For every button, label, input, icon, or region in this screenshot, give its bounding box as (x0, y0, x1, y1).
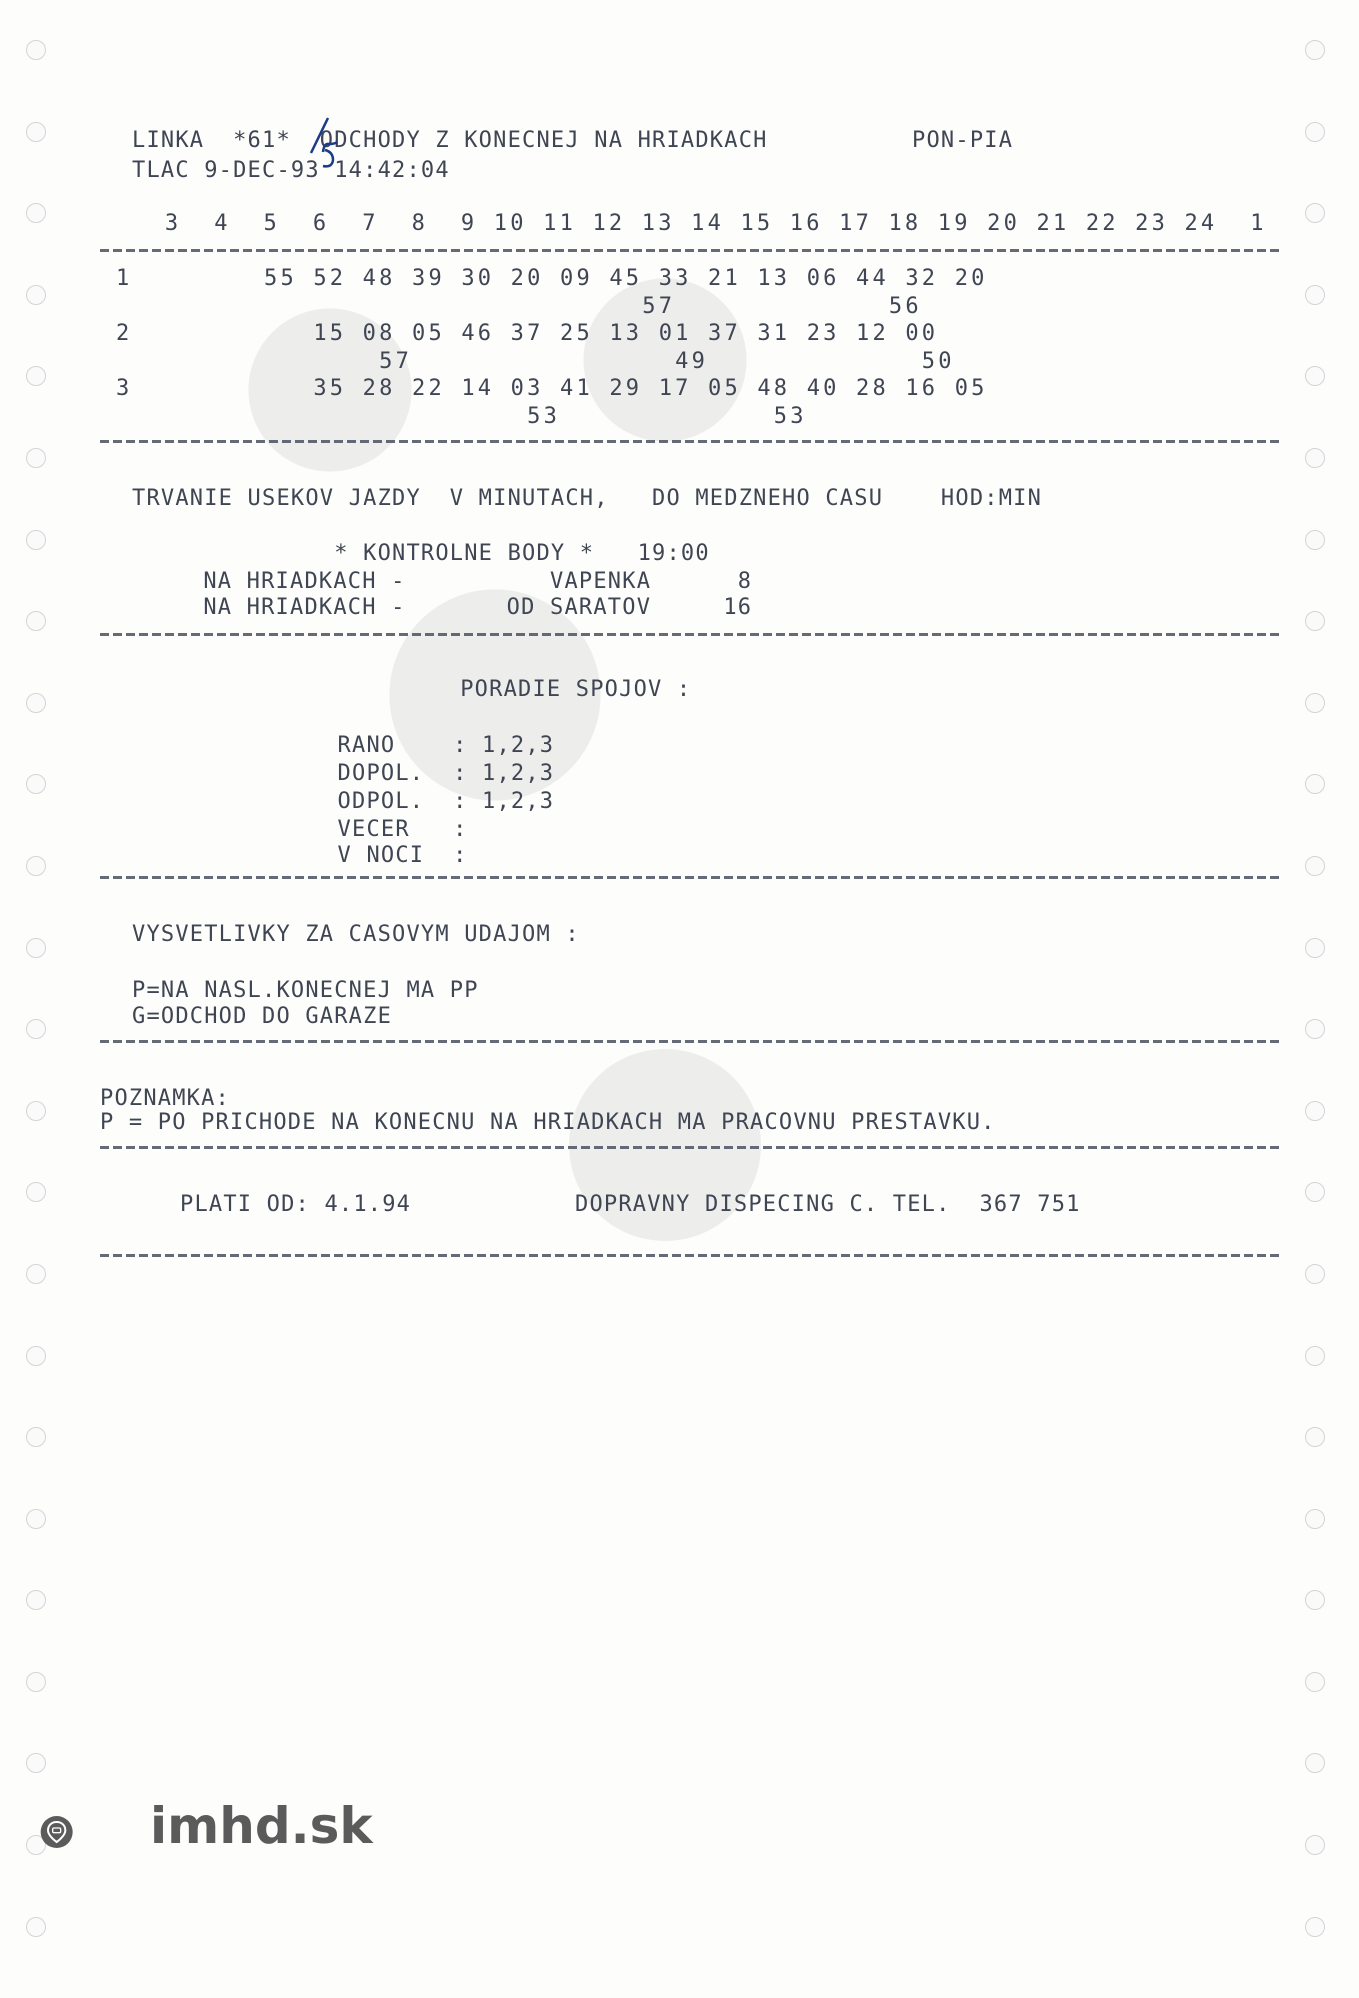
tractor-hole (26, 1753, 46, 1773)
tractor-hole (26, 938, 46, 958)
imhd-logo-text: imhd.sk (150, 1797, 373, 1855)
tractor-hole (1305, 856, 1325, 876)
tractor-hole (26, 1019, 46, 1039)
order-row-rano: RANO : 1,2,3 (222, 733, 555, 758)
tractor-hole (26, 1182, 46, 1202)
schedule-row-3: 3 35 28 22 14 03 41 29 17 05 48 40 28 16 05 (116, 376, 988, 401)
tractor-hole (1305, 366, 1325, 386)
tractor-hole (1305, 1427, 1325, 1447)
tractor-hole (26, 1264, 46, 1284)
tractor-hole (26, 693, 46, 713)
divider (100, 633, 1280, 636)
tractor-hole (1305, 1835, 1325, 1855)
checkpoints-title: * KONTROLNE BODY * 19:00 (132, 541, 710, 566)
tractor-hole (26, 1346, 46, 1366)
divider (100, 1040, 1280, 1043)
header-title: LINKA *61* ODCHODY Z KONECNEJ NA HRIADKACH PON-PIA (132, 128, 1014, 153)
divider (100, 249, 1280, 252)
tractor-hole (26, 285, 46, 305)
note-text: P = PO PRICHODE NA KONECNU NA HRIADKACH MA PRACOVNU PRESTAVKU. (100, 1110, 996, 1135)
legend-row-g: G=ODCHOD DO GARAZE (132, 1004, 393, 1029)
tractor-hole (1305, 774, 1325, 794)
checkpoint-row-2: NA HRIADKACH - OD SARATOV 16 (160, 595, 753, 620)
schedule-row-2: 2 15 08 05 46 37 25 13 01 37 31 23 12 00 (116, 321, 939, 346)
handwritten-mark (293, 108, 353, 178)
legend-title: VYSVETLIVKY ZA CASOVYM UDAJOM : (132, 922, 580, 947)
tractor-hole (1305, 1101, 1325, 1121)
tractor-hole (26, 122, 46, 142)
checkpoint-row-1: NA HRIADKACH - VAPENKA 8 (160, 569, 753, 594)
tractor-hole (26, 366, 46, 386)
tractor-hole (1305, 122, 1325, 142)
tractor-hole (26, 40, 46, 60)
tractor-hole (1305, 1019, 1325, 1039)
divider (100, 440, 1280, 443)
tractor-hole (1305, 938, 1325, 958)
note-title: POZNAMKA: (100, 1086, 231, 1111)
tractor-hole (1305, 611, 1325, 631)
tractor-hole (1305, 1182, 1325, 1202)
tractor-hole (1305, 693, 1325, 713)
tractor-hole (26, 448, 46, 468)
dispatch-phone: DOPRAVNY DISPECING C. TEL. 367 751 (575, 1192, 1081, 1217)
tractor-hole (1305, 1590, 1325, 1610)
schedule-sub-1: 57 56 (116, 294, 922, 319)
tractor-hole (26, 203, 46, 223)
tractor-hole (1305, 1346, 1325, 1366)
tractor-hole (26, 1101, 46, 1121)
tractor-hole (26, 530, 46, 550)
tractor-hole (1305, 203, 1325, 223)
left-tractor-holes (26, 40, 50, 1998)
tractor-hole (1305, 448, 1325, 468)
schedule-row-1: 1 55 52 48 39 30 20 09 45 33 21 13 06 44 32 20 (116, 266, 988, 291)
tractor-hole (1305, 1509, 1325, 1529)
tractor-hole (26, 1590, 46, 1610)
tractor-hole (1305, 1264, 1325, 1284)
order-row-vecer: VECER : (222, 817, 468, 842)
tractor-hole (1305, 285, 1325, 305)
valid-from: PLATI OD: 4.1.94 (180, 1192, 412, 1217)
tractor-hole (26, 1427, 46, 1447)
tractor-hole (26, 774, 46, 794)
print-timestamp: TLAC 9-DEC-93 14:42:04 (132, 158, 450, 183)
tractor-hole (26, 856, 46, 876)
tractor-hole (26, 1672, 46, 1692)
tractor-hole (1305, 1672, 1325, 1692)
tractor-hole (1305, 530, 1325, 550)
tractor-hole (1305, 40, 1325, 60)
order-row-dopol: DOPOL. : 1,2,3 (222, 761, 555, 786)
hours-row: 3 4 5 6 7 8 9 10 11 12 13 14 15 16 17 18 19 20 21 22 23 24 1 (132, 211, 1267, 236)
order-row-odpol: ODPOL. : 1,2,3 (222, 789, 555, 814)
schedule-sub-3: 53 53 (116, 404, 807, 429)
tractor-hole (1305, 1753, 1325, 1773)
right-tractor-holes (1305, 40, 1329, 1998)
divider (100, 1146, 1280, 1149)
durations-title: TRVANIE USEKOV JAZDY V MINUTACH, DO MEDZNEHO CASU HOD:MIN (132, 486, 1043, 511)
order-title: PORADIE SPOJOV : (258, 677, 692, 702)
tractor-hole (26, 1509, 46, 1529)
divider (100, 1254, 1280, 1257)
legend-row-p: P=NA NASL.KONECNEJ MA PP (132, 978, 479, 1003)
divider (100, 876, 1280, 879)
order-row-vnoci: V NOCI : (222, 843, 468, 868)
imhd-logo-icon (40, 1782, 140, 1882)
schedule-sub-2: 57 49 50 (116, 349, 955, 374)
tractor-hole (26, 611, 46, 631)
